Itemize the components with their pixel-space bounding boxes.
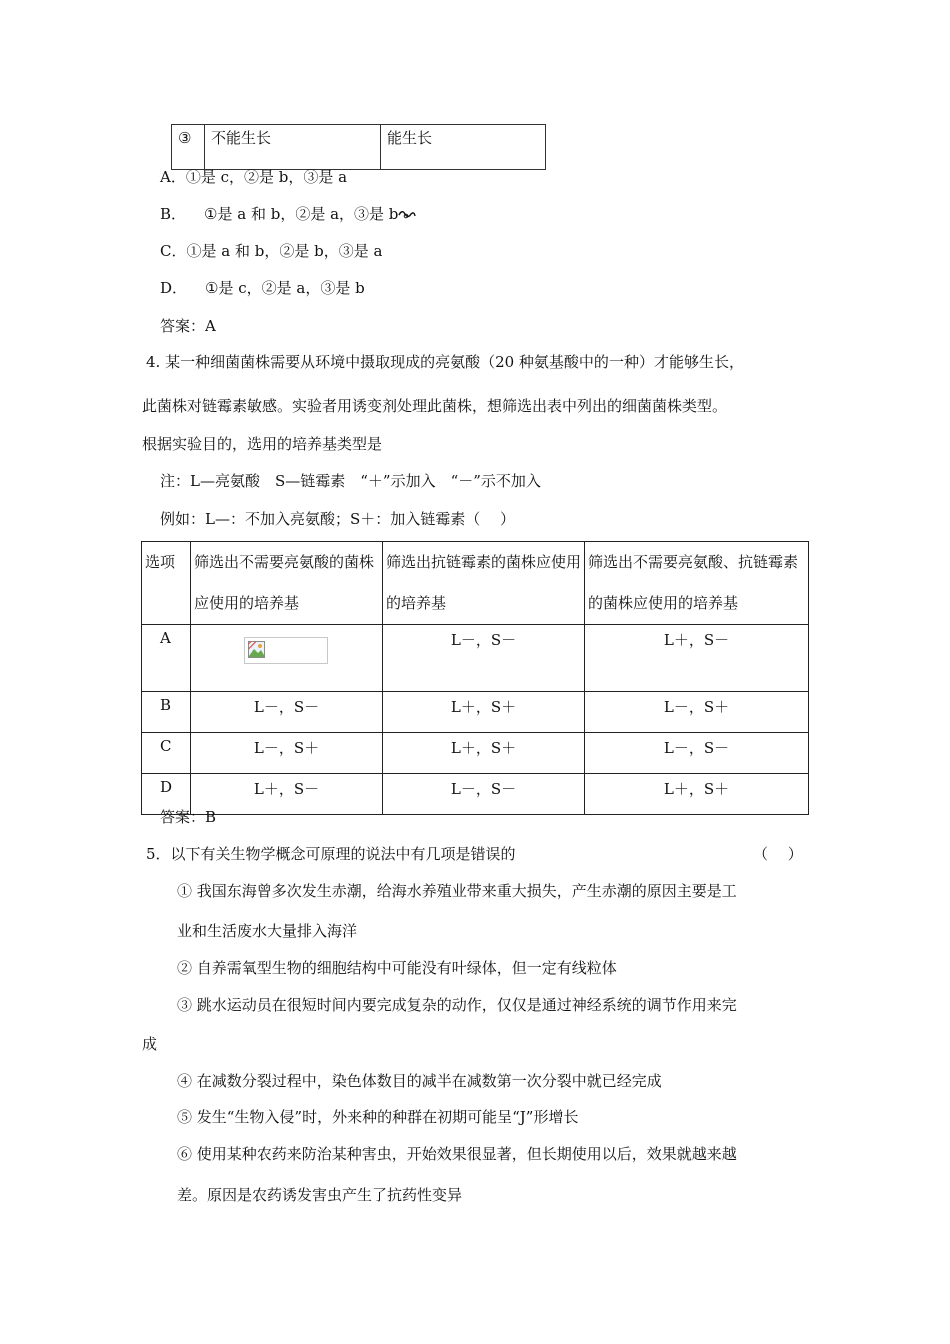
table-cell-image <box>191 625 383 692</box>
q3-option-d-text: ①是 c，②是 a，③是 b <box>205 279 365 297</box>
table-cell: L－，S－ <box>191 692 383 733</box>
table-cell: L－，S－ <box>383 774 585 815</box>
table-cell: L＋，S－ <box>191 774 383 815</box>
q5-statement-1a: ① 我国东海曾多次发生赤潮，给海水养殖业带来重大损失，产生赤潮的原因主要是工 <box>177 882 737 900</box>
table-row <box>142 692 809 733</box>
table-row <box>142 774 809 815</box>
table-cell-option: B <box>142 692 191 733</box>
q5-statement-6b: 差。原因是农药诱发害虫产生了抗药性变异 <box>177 1186 463 1204</box>
broken-image-icon <box>244 637 328 664</box>
table-cell: L＋，S＋ <box>585 774 809 815</box>
q3-option-c: C．①是 a 和 b，②是 b，③是 a <box>160 242 383 260</box>
q5-statement-2: ② 自养需氧型生物的细胞结构中可能没有叶绿体，但一定有线粒体 <box>177 959 617 977</box>
table-cell: L－，S＋ <box>585 692 809 733</box>
q5-statement-6a: ⑥ 使用某种农药来防治某种害虫，开始效果很显著，但长期使用以后，效果就越来越 <box>177 1145 737 1163</box>
table-header-col2: 筛选出抗链霉素的菌株应使用的培养基 <box>383 542 585 625</box>
table-cell: L＋，S＋ <box>383 733 585 774</box>
q4-line3: 根据实验目的，选用的培养基类型是 <box>142 435 383 453</box>
q5-statement-3a: ③ 跳水运动员在很短时间内要完成复杂的动作，仅仅是通过神经系统的调节作用来完 <box>177 996 737 1014</box>
table-cell-option: C <box>142 733 191 774</box>
q3-option-d <box>160 277 365 298</box>
table-cell: L－，S－ <box>383 625 585 692</box>
q3-option-d-label: D． <box>160 279 188 297</box>
table-cell: L－，S－ <box>585 733 809 774</box>
table-cell: L＋，S＋ <box>383 692 585 733</box>
top-table <box>171 124 546 170</box>
table-cell: L＋，S－ <box>585 625 809 692</box>
q5-statement-3b: 成 <box>142 1035 158 1053</box>
table-header-row <box>142 542 809 625</box>
q5-paren: （ ） <box>753 845 803 863</box>
q3-option-a: A．①是 c，②是 b，③是 a <box>160 168 348 186</box>
q5-statement-1b: 业和生活废水大量排入海洋 <box>177 922 358 940</box>
table-header-col3: 筛选出不需要亮氨酸、抗链霉素的菌株应使用的培养基 <box>585 542 809 625</box>
table-cell-option: D <box>142 774 191 815</box>
q4-example: 例如：L—：不加入亮氨酸；S＋：加入链霉素（ ） <box>160 510 516 528</box>
q4-answer: 答案：B <box>160 808 217 826</box>
q4-line2: 此菌株对链霉素敏感。实验者用诱变剂处理此菌株，想筛选出表中列出的细菌菌株类型。 <box>142 397 728 415</box>
q5-title: 5．以下有关生物学概念可原理的说法中有几项是错误的 <box>146 845 516 863</box>
table-row <box>142 733 809 774</box>
q5-statement-5: ⑤ 发生“生物入侵”时，外来种的种群在初期可能呈“J”形增长 <box>177 1108 579 1126</box>
scribble-icon <box>398 205 416 223</box>
q5-statement-4: ④ 在减数分裂过程中，染色体数目的减半在减数第一次分裂中就已经完成 <box>177 1072 662 1090</box>
table-cell-option: A <box>142 625 191 692</box>
top-table-col2: 能生长 <box>381 125 546 170</box>
table-header-col1: 筛选出不需要亮氨酸的菌株应使用的培养基 <box>191 542 383 625</box>
q3-option-b <box>160 203 416 224</box>
media-table <box>141 541 809 815</box>
q3-answer: 答案：A <box>160 317 216 335</box>
top-table-col1: 不能生长 <box>205 125 381 170</box>
q4-line1: 4. 某一种细菌菌株需要从环境中摄取现成的亮氨酸（20 种氨基酸中的一种）才能够生长， <box>146 353 744 371</box>
table-row <box>142 625 809 692</box>
q4-note: 注：L—亮氨酸 S—链霉素 “＋”示加入 “－”示不加入 <box>160 472 541 490</box>
top-table-num: ③ <box>172 125 205 170</box>
table-cell: L－，S＋ <box>191 733 383 774</box>
table-header-option: 选项 <box>142 542 191 625</box>
q3-option-b-label: B． <box>160 205 187 223</box>
q3-option-b-text: ①是 a 和 b，②是 a，③是 b <box>204 205 399 223</box>
